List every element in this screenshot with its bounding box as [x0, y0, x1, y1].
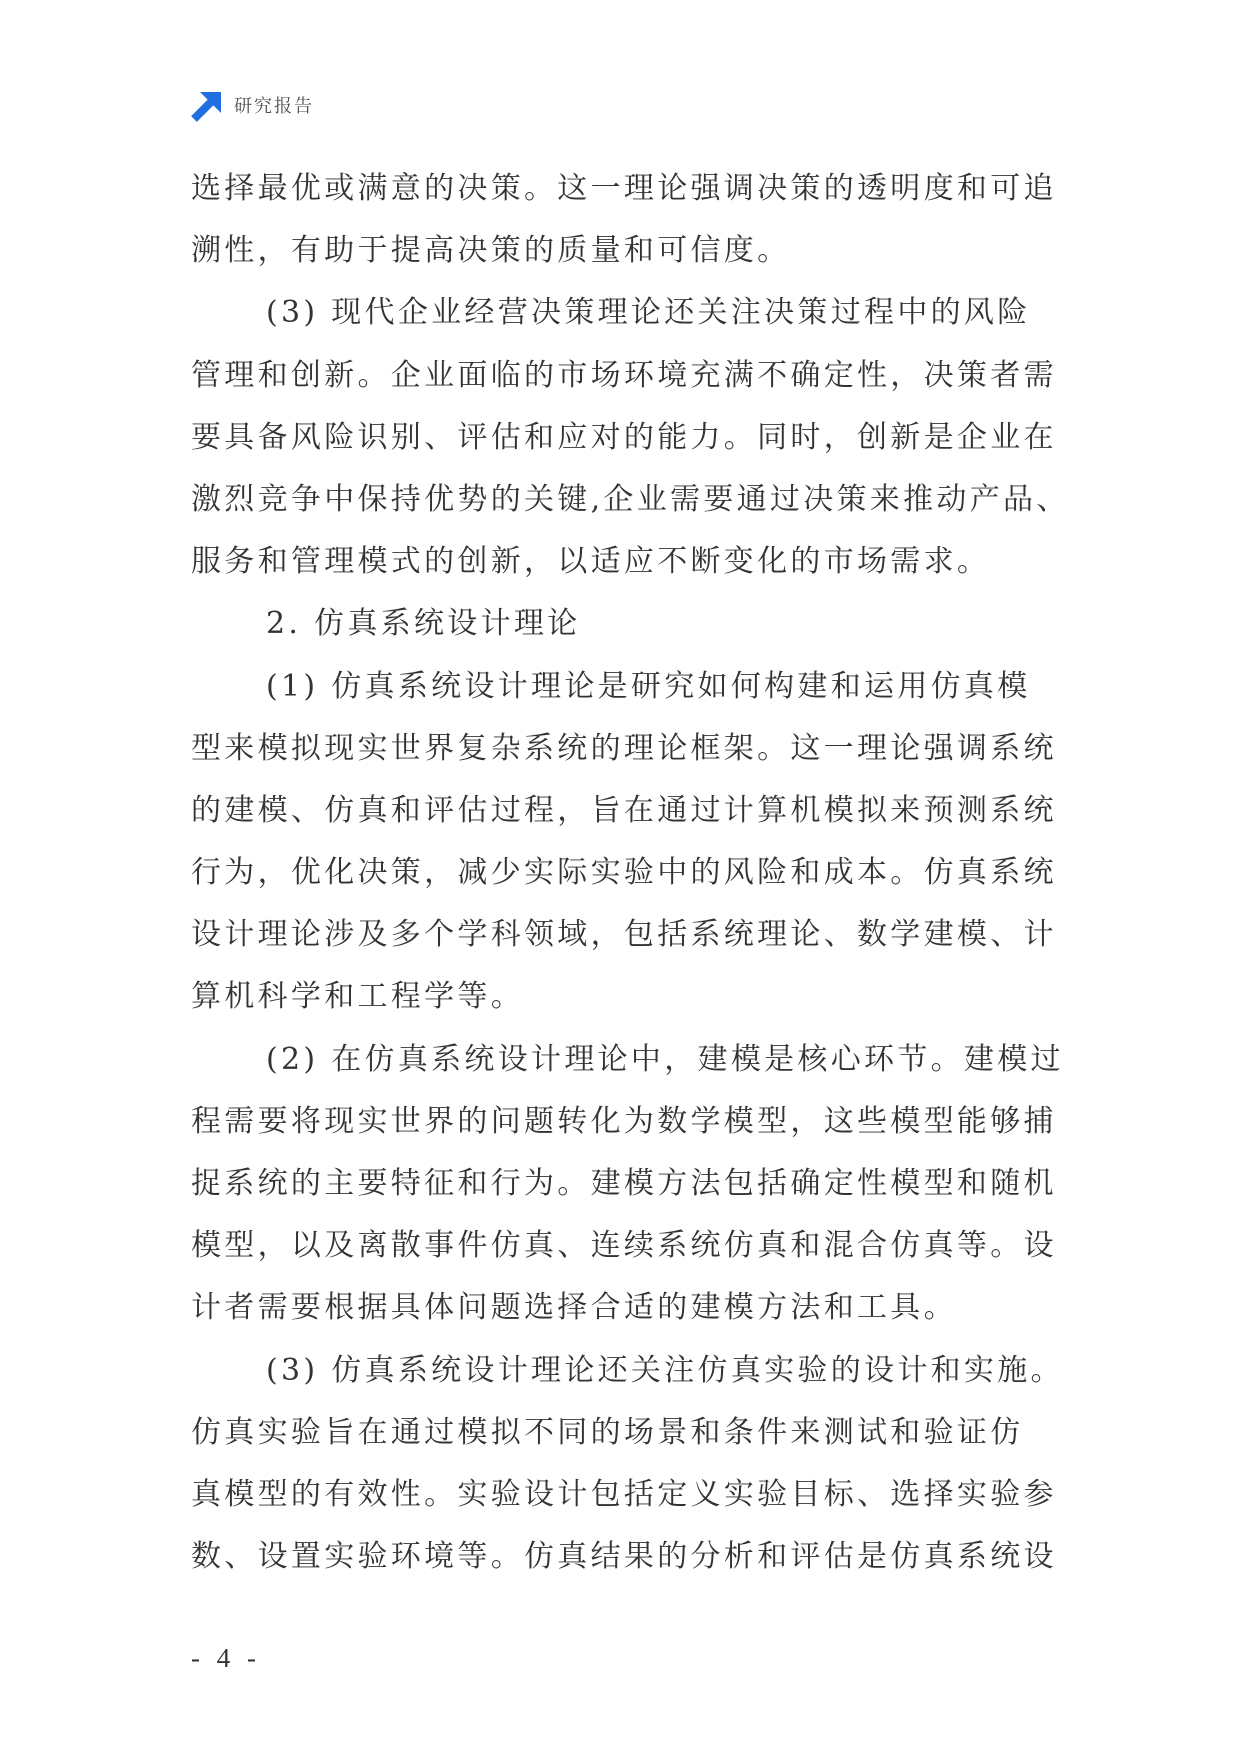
body-line: 设计理论涉及多个学科领域，包括系统理论、数学建模、计: [191, 917, 1057, 953]
body-line: 的建模、仿真和评估过程，旨在通过计算机模拟来预测系统: [191, 792, 1057, 828]
page-number: - 4 -: [191, 1643, 261, 1673]
body-line: (3) 现代企业经营决策理论还关注决策过程中的风险: [266, 295, 1031, 331]
paragraph: [191, 282, 1111, 593]
section-heading: 2. 仿真系统设计理论: [266, 606, 581, 642]
body-text: [191, 158, 1111, 1588]
body-line: 行为，优化决策，减少实际实验中的风险和成本。仿真系统: [191, 855, 1057, 891]
body-line: 捉系统的主要特征和行为。建模方法包括确定性模型和随机: [191, 1166, 1057, 1201]
body-line: 数、设置实验环境等。仿真结果的分析和评估是仿真系统设: [191, 1539, 1057, 1575]
body-line: 要具备风险识别、评估和应对的能力。同时，创新是企业在: [191, 419, 1057, 455]
body-line: 管理和创新。企业面临的市场环境充满不确定性，决策者需: [191, 357, 1057, 393]
body-line: (2) 在仿真系统设计理论中，建模是核心环节。建模过: [266, 1041, 1064, 1077]
arrow-up-right-icon: [191, 92, 221, 122]
body-line: 服务和管理模式的创新，以适应不断变化的市场需求。: [191, 544, 991, 580]
body-line: (1) 仿真系统设计理论是研究如何构建和运用仿真模: [266, 668, 1031, 704]
body-line: 选择最优或满意的决策。这一理论强调决策的透明度和可追: [191, 171, 1057, 206]
body-line: 激烈竞争中保持优势的关键,企业需要通过决策来推动产品、: [191, 481, 1070, 517]
body-line: 计者需要根据具体问题选择合适的建模方法和工具。: [191, 1290, 957, 1326]
body-line: 模型，以及离散事件仿真、连续系统仿真和混合仿真等。设: [191, 1228, 1057, 1264]
body-line: 程需要将现实世界的问题转化为数学模型，这些模型能够捕: [191, 1103, 1057, 1139]
body-line: 算机科学和工程学等。: [191, 979, 524, 1015]
page-header: [191, 92, 314, 122]
body-line: 型来模拟现实世界复杂系统的理论框架。这一理论强调系统: [191, 730, 1057, 766]
body-line: 真模型的有效性。实验设计包括定义实验目标、选择实验参: [191, 1476, 1057, 1512]
report-title: 研究报告: [234, 96, 314, 117]
body-line: (3) 仿真系统设计理论还关注仿真实验的设计和实施。: [266, 1352, 1064, 1388]
paragraph: [191, 656, 1111, 1029]
body-line: 溯性，有助于提高决策的质量和可信度。: [191, 233, 791, 269]
paragraph: [191, 1340, 1111, 1589]
paragraph: [191, 158, 1111, 282]
body-line: 仿真实验旨在通过模拟不同的场景和条件来测试和验证仿: [191, 1414, 1024, 1450]
paragraph: [191, 1029, 1111, 1340]
